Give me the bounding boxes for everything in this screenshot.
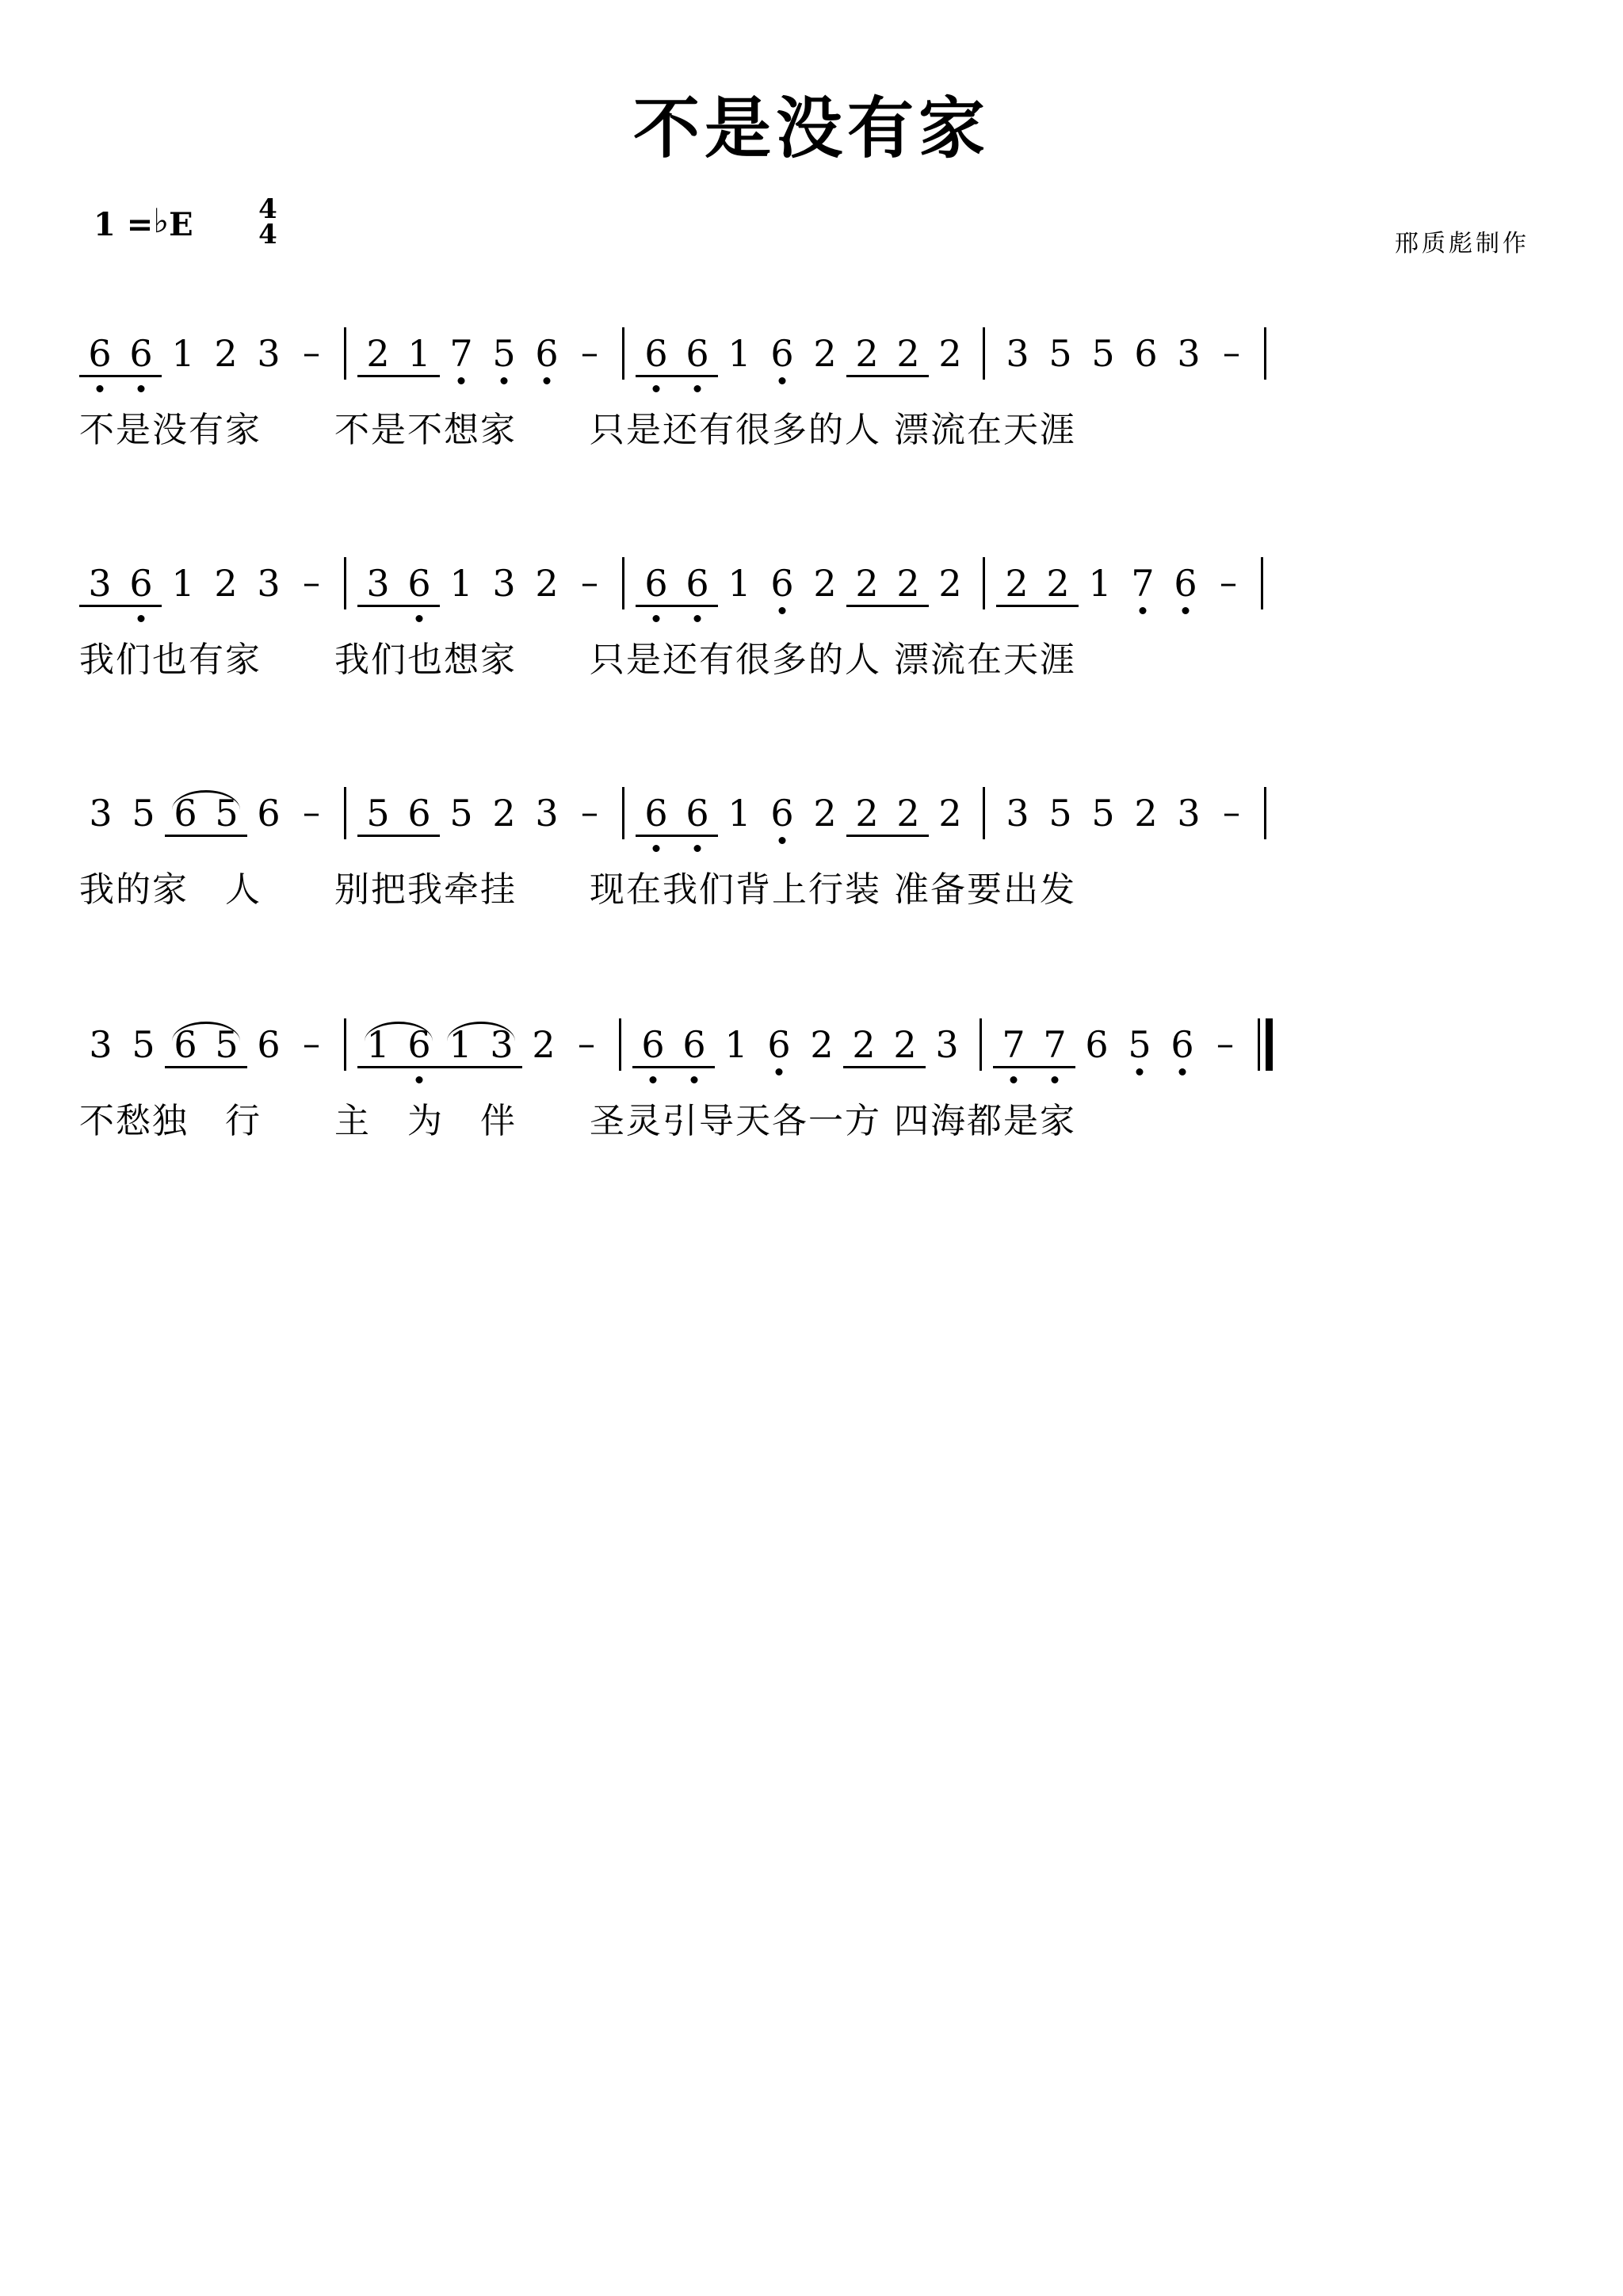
note: 6: [399, 1026, 440, 1063]
note: 5: [1048, 332, 1072, 375]
measure: [996, 547, 1250, 620]
note: 6: [758, 1026, 800, 1063]
note: 2: [843, 1026, 884, 1063]
note: 6: [120, 565, 162, 602]
note: 2: [846, 795, 888, 831]
note-dash: –: [1223, 793, 1240, 833]
note: 3: [257, 562, 281, 605]
note: 2: [938, 792, 962, 835]
measure: [632, 1008, 968, 1081]
note: 7: [993, 1026, 1034, 1063]
barline: [1261, 557, 1263, 609]
note-dash: –: [578, 1024, 595, 1064]
slur-group: [165, 792, 247, 835]
note: 3: [89, 1023, 113, 1066]
note: 6: [636, 795, 677, 831]
measure: [636, 547, 972, 620]
measure: [636, 317, 972, 390]
note: 6: [399, 795, 440, 831]
note: 2: [846, 565, 888, 602]
music-system: [79, 1008, 1553, 1148]
lyrics-line: 我们也有家 我们也想家 只是还有很多的人 漂流在天涯: [79, 640, 1076, 680]
lyrics-row: [79, 861, 1553, 916]
barline: [983, 557, 985, 609]
beam-group: [632, 1023, 715, 1066]
note: 2: [884, 1026, 926, 1063]
note: 3: [79, 565, 120, 602]
note: 6: [525, 335, 568, 372]
note: 2: [214, 562, 238, 605]
measure: [357, 317, 611, 390]
note: 2: [888, 795, 929, 831]
measure: [79, 547, 333, 620]
measure: [79, 317, 333, 390]
barline: [1264, 787, 1266, 839]
note: 3: [1006, 792, 1029, 835]
note: 7: [1034, 1026, 1075, 1063]
beam-group: [996, 562, 1079, 605]
note: 2: [888, 565, 929, 602]
note: 6: [761, 335, 804, 372]
beam-group: [79, 562, 162, 605]
author-credit: 邢质彪制作: [1395, 230, 1529, 258]
time-signature-numerator: 4: [258, 193, 277, 225]
note: 6: [165, 1026, 206, 1063]
note: 6: [674, 1026, 715, 1063]
beam-group: [846, 332, 929, 375]
measure: [79, 1008, 333, 1081]
barline: [619, 1018, 621, 1071]
note: 6: [399, 565, 440, 602]
barline: [344, 557, 346, 609]
note: 2: [492, 792, 516, 835]
note-dash: –: [303, 793, 320, 833]
notes-row: [79, 547, 1553, 620]
note: 1: [727, 562, 751, 605]
lyrics-row: [79, 401, 1553, 457]
time-signature-denominator: 4: [258, 219, 277, 251]
note: 3: [935, 1023, 959, 1066]
note: 3: [492, 562, 516, 605]
note: 6: [761, 795, 804, 831]
barline: [622, 557, 624, 609]
note: 2: [996, 565, 1037, 602]
slur-group: [357, 1023, 440, 1066]
note: 2: [214, 332, 238, 375]
notes-row: [79, 1008, 1553, 1081]
measure: [357, 547, 611, 620]
note: 6: [1085, 1023, 1109, 1066]
note: 2: [813, 332, 837, 375]
note: 5: [206, 795, 247, 831]
note: 5: [1091, 332, 1115, 375]
music-system: [79, 317, 1553, 457]
note: 1: [399, 335, 440, 372]
note: 6: [1161, 1026, 1204, 1063]
barline: [344, 327, 346, 380]
note: 6: [257, 1023, 281, 1066]
note: 2: [357, 335, 399, 372]
note-dash: –: [1223, 333, 1240, 373]
lyrics-row: [79, 1092, 1553, 1148]
note: 5: [1048, 792, 1072, 835]
beam-group: [636, 562, 718, 605]
measure: [636, 777, 972, 850]
lyrics-line: 不愁独 行 主 为 伴 圣灵引导天各一方 四海都是家: [79, 1101, 1076, 1141]
page-title: 不是没有家: [632, 89, 990, 167]
beam-group: [846, 562, 929, 605]
beam-group: [165, 792, 247, 835]
measure: [993, 1008, 1247, 1081]
note-dash: –: [581, 333, 598, 373]
note: 3: [481, 1026, 522, 1063]
slur-group: [440, 1023, 522, 1066]
beam-group: [357, 562, 440, 605]
note-dash: –: [303, 1024, 320, 1064]
lyrics-line: 我的家 人 别把我牵挂 现在我们背上行装 准备要出发: [79, 869, 1076, 910]
note: 5: [1118, 1026, 1161, 1063]
note-dash: –: [581, 793, 598, 833]
measure: [357, 1008, 608, 1081]
measure: [357, 777, 611, 850]
note: 2: [938, 332, 962, 375]
note: 1: [440, 1026, 481, 1063]
beam-group: [79, 332, 162, 375]
beam-group: [636, 332, 718, 375]
note: 6: [677, 335, 718, 372]
note: 7: [1121, 565, 1164, 602]
final-barline: [1258, 1018, 1273, 1071]
note: 1: [1088, 562, 1112, 605]
note: 6: [120, 335, 162, 372]
note: 3: [357, 565, 399, 602]
lyrics-row: [79, 631, 1553, 686]
note-dash: –: [303, 563, 320, 603]
note: 2: [535, 562, 559, 605]
note: 1: [727, 332, 751, 375]
key-label: 1 =: [94, 206, 154, 243]
note: 2: [813, 562, 837, 605]
note: 6: [677, 565, 718, 602]
note: 3: [1177, 792, 1201, 835]
note: 1: [449, 562, 473, 605]
note: 2: [1134, 792, 1158, 835]
note: 2: [938, 562, 962, 605]
barline: [622, 787, 624, 839]
note: 6: [632, 1026, 674, 1063]
note: 3: [1177, 332, 1201, 375]
lyrics-line: 不是没有家 不是不想家 只是还有很多的人 漂流在天涯: [79, 410, 1076, 450]
note: 1: [727, 792, 751, 835]
measure: [996, 777, 1253, 850]
barline: [622, 327, 624, 380]
note: 6: [636, 335, 677, 372]
note: 6: [761, 565, 804, 602]
note: 5: [357, 795, 399, 831]
note: 1: [171, 332, 195, 375]
note-dash: –: [303, 333, 320, 373]
barline: [983, 327, 985, 380]
note: 2: [813, 792, 837, 835]
note: 3: [1006, 332, 1029, 375]
note: 2: [532, 1023, 556, 1066]
barline: [983, 787, 985, 839]
flat-icon: ♭: [153, 201, 170, 240]
beam-group: [846, 792, 929, 835]
note: 2: [888, 335, 929, 372]
note: 1: [171, 562, 195, 605]
note: 3: [89, 792, 113, 835]
slur-group: [165, 1023, 247, 1066]
measure: [996, 317, 1253, 390]
note: 5: [449, 792, 473, 835]
note: 3: [257, 332, 281, 375]
note: 1: [357, 1026, 399, 1063]
note-dash: –: [1216, 1024, 1234, 1064]
note: 5: [483, 335, 525, 372]
note: 3: [535, 792, 559, 835]
barline: [344, 1018, 346, 1071]
note: 2: [810, 1023, 834, 1066]
note: 6: [79, 335, 120, 372]
note: 2: [846, 335, 888, 372]
notes-row: [79, 777, 1553, 850]
beam-group: [357, 332, 440, 375]
beam-group: [993, 1023, 1075, 1066]
note: 5: [132, 792, 155, 835]
time-signature: [252, 193, 284, 251]
note: 6: [165, 795, 206, 831]
barline: [1264, 327, 1266, 380]
beam-group: [357, 792, 440, 835]
final-barline-thin: [1258, 1018, 1260, 1071]
beam-group: [165, 1023, 247, 1066]
barline: [344, 787, 346, 839]
note: 7: [440, 335, 483, 372]
note-dash: –: [1220, 563, 1237, 603]
note: 1: [724, 1023, 748, 1066]
note: 6: [636, 565, 677, 602]
beam-group: [440, 1023, 522, 1066]
measure: [79, 777, 333, 850]
note: 6: [677, 795, 718, 831]
beam-group: [357, 1023, 440, 1066]
key-note: E: [169, 206, 193, 243]
note: 5: [206, 1026, 247, 1063]
music-system: [79, 547, 1553, 686]
note: 5: [132, 1023, 155, 1066]
notes-row: [79, 317, 1553, 390]
note: 6: [1134, 332, 1158, 375]
beam-group: [843, 1023, 926, 1066]
barline: [980, 1018, 982, 1071]
music-system: [79, 777, 1553, 916]
key-signature: [94, 201, 193, 243]
note: 2: [1037, 565, 1079, 602]
note-dash: –: [581, 563, 598, 603]
note: 6: [257, 792, 281, 835]
beam-group: [636, 792, 718, 835]
note: 6: [1164, 565, 1207, 602]
final-barline-thick: [1266, 1018, 1273, 1071]
note: 5: [1091, 792, 1115, 835]
